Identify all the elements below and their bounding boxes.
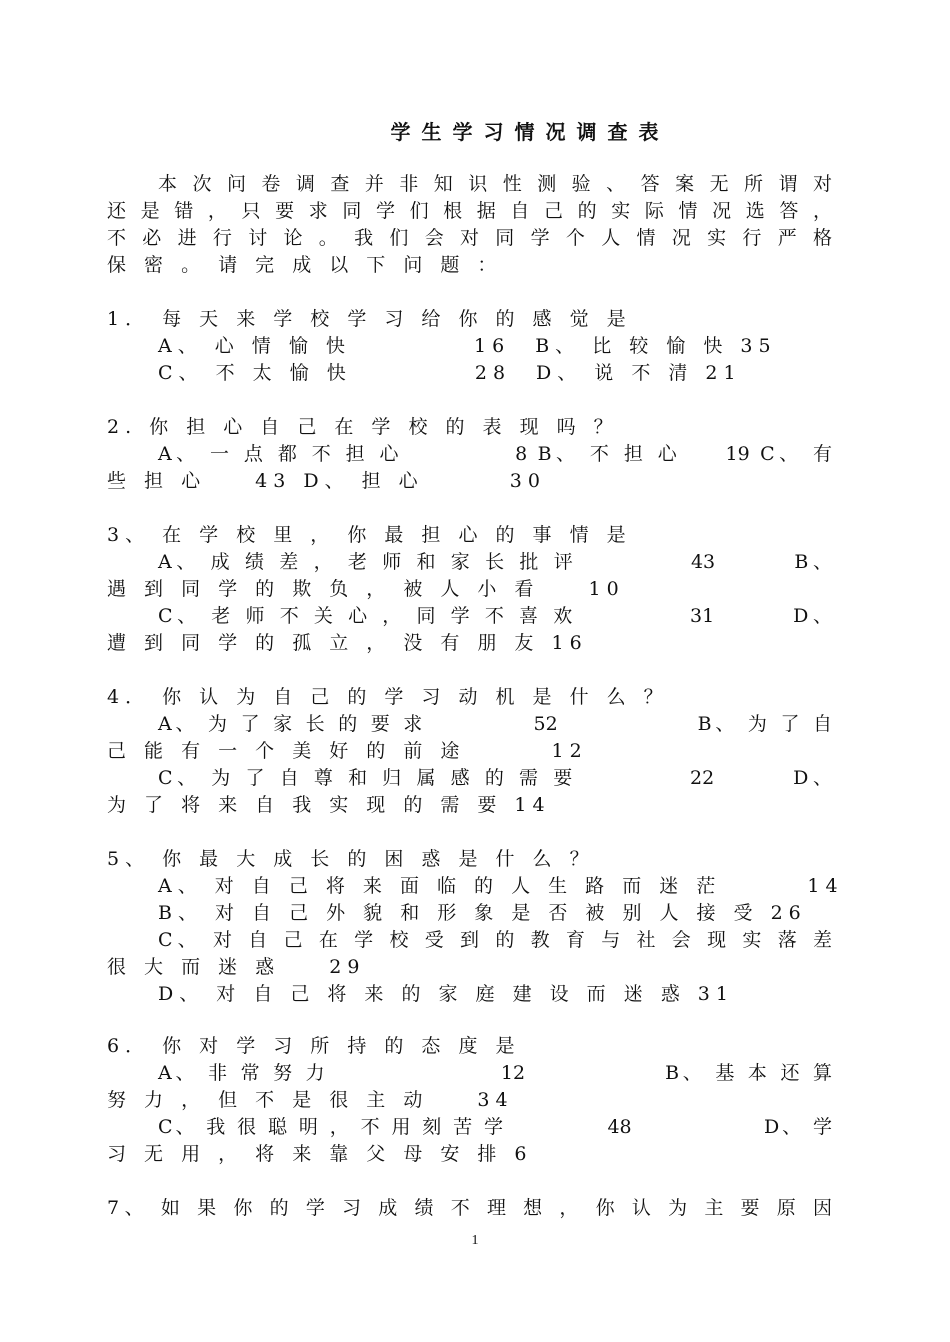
option-line: C、 老 师 不 关 心 ， 同 学 不 喜 欢 31 D、	[158, 605, 832, 627]
option-line: D、 对 自 己 将 来 的 家 庭 建 设 而 迷 惑 31	[158, 983, 734, 1005]
option-line: C、 不 太 愉 快 28 D、 说 不 清 21	[158, 362, 742, 384]
question-4: 4． 你 认 为 自 己 的 学 习 动 机 是 什 么 ？	[107, 686, 669, 708]
question-5: 5、 你 最 大 成 长 的 困 惑 是 什 么 ？	[107, 848, 595, 870]
option-line: 己 能 有 一 个 美 好 的 前 途 12	[107, 740, 588, 762]
intro-line: 不 必 进 行 讨 论 。 我 们 会 对 同 学 个 人 情 况 实 行 严 格	[107, 227, 832, 249]
question-6: 6． 你 对 学 习 所 持 的 态 度 是	[107, 1035, 521, 1057]
option-line: 很 大 而 迷 惑 29	[107, 956, 366, 978]
option-line: A、 心 情 愉 快 16 B、 比 较 愉 快 35	[158, 335, 777, 357]
option-line: 遭 到 同 学 的 孤 立 ， 没 有 朋 友 16	[107, 632, 588, 654]
option-line: B、 对 自 己 外 貌 和 形 象 是 否 被 别 人 接 受 26	[158, 902, 807, 924]
question-7: 7、 如 果 你 的 学 习 成 绩 不 理 想 ， 你 认 为 主 要 原 因	[107, 1197, 832, 1219]
question-1: 1． 每 天 来 学 校 学 习 给 你 的 感 觉 是	[107, 308, 632, 330]
page-title: 学生学习情况调查表	[390, 120, 670, 144]
intro-line: 还 是 错 ， 只 要 求 同 学 们 根 据 自 己 的 实 际 情 况 选 答 ，	[107, 200, 832, 222]
intro-line: 本 次 问 卷 调 查 并 非 知 识 性 测 验 、 答 案 无 所 谓 对	[158, 173, 832, 195]
option-line: A、 一 点 都 不 担 心 8 B、 不 担 心 19 C、 有	[158, 443, 832, 465]
option-line: C、 对 自 己 在 学 校 受 到 的 教 育 与 社 会 现 实 落 差	[158, 929, 832, 951]
option-line: 努 力 ， 但 不 是 很 主 动 34	[107, 1089, 514, 1111]
option-line: 些 担 心 43 D、 担 心 30	[107, 470, 546, 492]
option-line: C、 为 了 自 尊 和 归 属 感 的 需 要 22 D、	[158, 767, 832, 789]
page-number: 1	[471, 1233, 479, 1248]
intro-line: 保 密 。 请 完 成 以 下 问 题 ：	[107, 254, 503, 276]
option-line: 为 了 将 来 自 我 实 现 的 需 要 14	[107, 794, 551, 816]
option-line: A、 对 自 己 将 来 面 临 的 人 生 路 而 迷 茫 14	[158, 875, 844, 897]
question-3: 3、 在 学 校 里 ， 你 最 担 心 的 事 情 是	[107, 524, 632, 546]
option-line: C、 我 很 聪 明 ， 不 用 刻 苦 学 48 D、 学	[158, 1116, 832, 1138]
option-line: A、 为 了 家 长 的 要 求 52 B、 为 了 自	[158, 713, 832, 735]
option-line: A、 成 绩 差 ， 老 师 和 家 长 批 评 43 B、	[158, 551, 832, 573]
question-2: 2. 你 担 心 自 己 在 学 校 的 表 现 吗 ？	[107, 416, 619, 438]
option-line: A、 非 常 努 力 12 B、 基 本 还 算	[158, 1062, 832, 1084]
option-line: 遇 到 同 学 的 欺 负 ， 被 人 小 看 10	[107, 578, 625, 600]
option-line: 习 无 用 ， 将 来 靠 父 母 安 排 6	[107, 1143, 533, 1165]
